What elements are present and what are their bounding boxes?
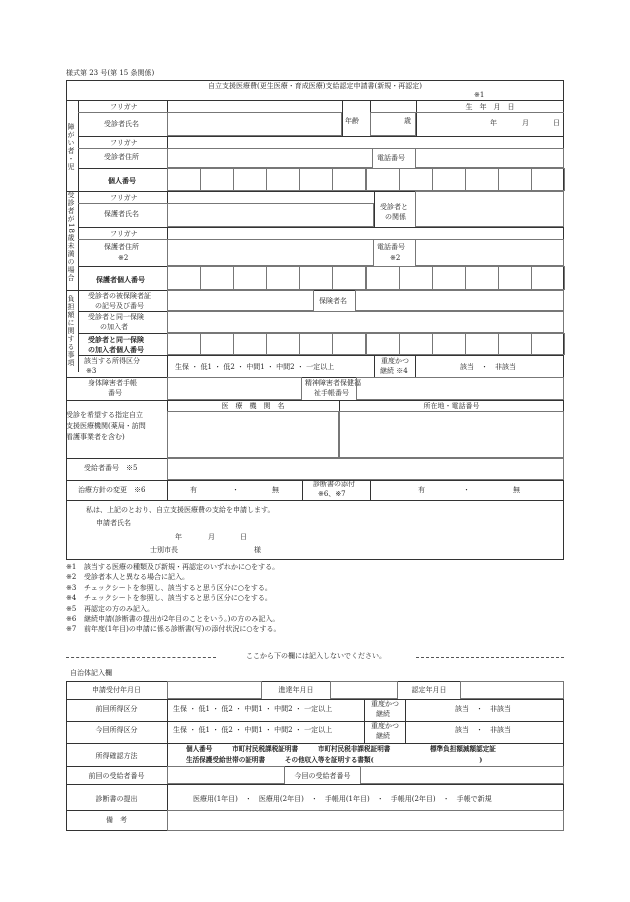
diagnosis-submit-options[interactable]: 医療用(1年目) ・ 医療用(2年目) ・ 手帳用(1年目) ・ 手帳用(2年目) ・ 手帳で新規 [193,795,492,803]
note-item [66,585,272,592]
approved-date-field[interactable] [460,681,564,699]
age-unit: 歳 [404,117,411,125]
id-digit-cell[interactable] [498,168,532,191]
physical-handbook-field[interactable] [167,377,302,400]
id-digit-cell[interactable] [200,333,234,355]
medical-label-3: 看護事業者を含む) [66,433,125,441]
remarks-field[interactable] [167,810,564,831]
id-digit-cell[interactable] [366,168,400,191]
address-furigana-label: フリガナ [110,139,138,147]
note-mark: ※4 [66,594,77,603]
declaration-year: 年 [175,533,182,541]
mayor-label: 士別市長 [150,546,178,554]
id-digit-cell[interactable] [366,266,400,290]
curr-severe-options[interactable]: 該当 ・ 非該当 [455,726,511,734]
approved-date-label: 認定年月日 [411,686,447,694]
id-digit-cell[interactable] [332,266,366,290]
confirm-methods-line-1[interactable]: 個人番号 市町村民税課税証明書 市町村民税非課税証明書 標準負担額減額認定証 [186,745,496,753]
guardian-address-label: 保護者住所 [104,243,139,251]
insurance-label-2: の記号及び番号 [95,302,144,310]
id-digit-cell[interactable] [233,266,267,290]
insurer-name-field[interactable] [355,290,564,311]
birth-day: 日 [553,119,560,127]
id-digit-cell[interactable] [299,333,333,355]
diagnosis-submit-label: 診断書の提出 [95,795,138,803]
prev-income-label: 前回所得区分 [95,705,138,713]
id-digit-cell[interactable] [498,333,532,355]
reached-date-label: 進達年月日 [278,686,314,694]
age-label: 年齢 [345,117,359,125]
income-label-1: 該当する所得区分 [84,357,140,365]
note-text: 該当する医療の種類及び新規・再認定のいずれかに○をする。 [84,563,280,571]
relation-label-1: 受診者と [380,203,408,211]
same-id-label-2: の加入者個人番号 [88,345,144,354]
id-digit-cell[interactable] [167,333,201,355]
id-digit-cell[interactable] [233,168,267,191]
same-insurance-label-1: 受診者と同一保険 [88,313,144,321]
id-digit-cell[interactable] [531,168,565,191]
policy-dot: ・ [232,486,239,494]
policy-no[interactable]: 無 [272,486,279,494]
note-item [66,595,272,602]
medical-name-field[interactable] [167,411,339,458]
note-text: 継続申請(診断書の提出が2年目のことをいう。)の方のみ記入。 [84,615,280,623]
guardian-id-label: 保護者個人番号 [96,275,145,284]
id-digit-cell[interactable] [266,266,300,290]
diagnosis-no[interactable]: 無 [513,486,520,494]
note-text: 再認定の方のみ記入。 [84,604,154,613]
guardian-side-label: 受診者が18歳未満の場合 [67,191,75,282]
mental-handbook-field[interactable] [356,377,564,400]
note-mark: ※3 [66,583,77,592]
curr-recipient-label: 今回の受給者番号 [294,772,351,780]
diagnosis-yes[interactable]: 有 [418,486,425,494]
id-digit-cell[interactable] [531,266,565,290]
note-mark: ※2 [66,573,77,582]
id-digit-cell[interactable] [399,266,433,290]
severe-label-2: 継続 ※4 [380,367,408,375]
same-insurance-field[interactable] [167,311,564,333]
recipient-number-field[interactable] [167,458,564,480]
guardian-address-furigana: フリガナ [110,230,138,238]
income-options[interactable]: 生保 ・ 低1 ・ 低2 ・ 中間1 ・ 中間2 ・ 一定以上 [175,363,335,371]
note-text: 受診者本人と異なる場合に記入。 [84,573,189,582]
note-mark: ※5 [66,604,77,613]
patient-phone-field[interactable] [415,148,564,168]
id-digit-cell[interactable] [332,168,366,191]
note-text: チェックシートを参照し、該当すると思う区分に○をする。 [84,583,272,592]
note-mark: ※6 [66,615,77,623]
id-digit-cell[interactable] [332,333,366,355]
id-digit-cell[interactable] [399,168,433,191]
declaration-day: 日 [240,533,247,541]
patient-furigana-label: フリガナ [110,103,138,111]
curr-income-label: 今回所得区分 [95,726,138,734]
diagnosis-attach-label-2: ※6、※7 [318,490,346,498]
burden-side-label: 負担額に関する事項 [67,295,75,367]
id-digit-cell[interactable] [200,266,234,290]
guardian-phone-note: ※2 [390,254,401,262]
guardian-name-label: 保護者氏名 [104,210,139,218]
form-number: 様式第 23 号(第 15 条関係) [66,69,155,77]
id-digit-cell[interactable] [432,266,466,290]
guardian-id-field[interactable] [167,266,564,290]
patient-name-field[interactable] [167,112,342,136]
guardian-name-field[interactable] [167,203,374,227]
relation-label-2: の関係 [385,213,406,221]
insurer-label: 保険者名 [319,297,347,305]
id-digit-cell[interactable] [200,168,234,191]
medical-name-header: 医 療 機 関 名 [221,402,285,410]
medical-address-header: 所在地・電話番号 [423,402,480,410]
curr-income-options[interactable]: 生保 ・ 低1 ・ 低2 ・ 中間1 ・ 中間2 ・ 一定以上 [173,726,333,734]
id-digit-cell[interactable] [432,168,466,191]
guardian-phone-label: 電話番号 [377,243,405,251]
severe-label-1: 重度かつ [381,357,409,365]
note-text: 前年度(1年目)の申請に係る診断書(写)の添付状況に○をする。 [84,625,281,634]
note-item [66,574,189,581]
curr-recipient-field[interactable] [360,766,564,784]
guardian-address-field[interactable] [167,239,374,266]
confirm-method-label: 所得確認方法 [95,752,138,760]
note-text: チェックシートを参照し、該当すると思う区分に○をする。 [84,594,272,603]
guardian-phone-field[interactable] [415,239,564,266]
policy-change-label: 治療方針の変更 ※6 [78,486,146,494]
curr-severe-label-2: 継続 [376,732,390,740]
mental-handbook-label-1: 精神障害者保健福 [305,379,361,387]
id-digit-cell[interactable] [266,333,300,355]
same-id-field[interactable] [167,333,564,355]
birth-month: 月 [522,119,529,127]
declaration-text: 私は、上記のとおり、自立支援医療費の支給を申請します。 [86,506,275,514]
note-item [66,606,154,613]
patient-id-field[interactable] [167,168,564,191]
remarks-label: 備 考 [106,816,127,824]
office-section-title: 自治体記入欄 [70,669,112,677]
patient-phone-label: 電話番号 [377,154,405,162]
physical-handbook-label-1: 身体障害者手帳 [88,379,137,387]
note-item [66,616,279,623]
id-digit-cell[interactable] [233,333,267,355]
note-item [66,564,279,571]
curr-severe-label-1: 重度かつ [371,722,399,730]
prev-recipient-field[interactable] [167,766,285,784]
id-digit-cell[interactable] [366,333,400,355]
prev-severe-label-2: 継続 [376,710,390,718]
note-mark: ※1 [66,563,77,571]
mental-handbook-label-2: 祉手帳番号 [314,389,349,397]
medical-label-2: 支援医療機関(薬局・訪問 [66,422,146,430]
note-mark: ※7 [66,625,77,634]
medical-label-1: 受診を希望する指定自立 [66,411,143,419]
birth-year: 年 [490,119,497,127]
id-digit-cell[interactable] [299,266,333,290]
id-digit-cell[interactable] [498,266,532,290]
patient-id-label: 個人番号 [108,176,136,185]
insurance-label-1: 受診者の被保険者証 [88,292,151,300]
insurance-number-field[interactable] [167,290,314,311]
diagnosis-attach-label-1: 診断書の添付 [313,480,355,488]
id-digit-cell[interactable] [465,333,499,355]
received-date-label: 申請受付年月日 [92,686,141,694]
patient-address-label: 受診者住所 [104,153,139,161]
divider-text: ここから下の欄には記入しないでください。 [246,652,386,660]
id-digit-cell[interactable] [432,333,466,355]
form-title: 自立支援医療費(更生医療・育成医療)支給認定申請書(新規・再認定) [208,82,422,90]
policy-yes[interactable]: 有 [190,486,197,494]
mayor-sama: 様 [254,546,261,554]
applicant-name-label: 申請者氏名 [96,519,131,527]
note-mark-1: ※1 [474,91,485,99]
guardian-furigana-label: フリガナ [110,194,138,202]
id-digit-cell[interactable] [167,266,201,290]
relation-field[interactable] [415,191,564,227]
birthdate-label: 生 年 月 日 [465,103,515,111]
patient-name-label: 受診者氏名 [104,120,139,128]
id-digit-cell[interactable] [465,266,499,290]
id-digit-cell[interactable] [167,168,201,191]
medical-address-field[interactable] [339,411,564,458]
guardian-address-note: ※2 [118,254,129,262]
declaration-month: 月 [208,533,215,541]
id-digit-cell[interactable] [266,168,300,191]
income-label-2: ※3 [86,367,97,375]
recipient-number-label: 受給者番号 ※5 [84,464,138,472]
prev-income-options[interactable]: 生保 ・ 低1 ・ 低2 ・ 中間1 ・ 中間2 ・ 一定以上 [173,705,333,713]
reached-date-field[interactable] [330,681,398,699]
diagnosis-dot: ・ [463,486,470,494]
physical-handbook-label-2: 番号 [108,389,122,397]
received-date-field[interactable] [167,681,262,699]
patient-address-field[interactable] [167,148,373,168]
note-item [66,626,281,633]
id-digit-cell[interactable] [299,168,333,191]
prev-severe-options[interactable]: 該当 ・ 非該当 [455,705,511,713]
prev-recipient-label: 前回の受給者番号 [88,772,145,780]
same-insurance-label-2: の加入者 [100,323,128,331]
patient-side-label: 障がい者・児 [67,123,75,171]
same-id-label-1: 受診者と同一保険 [88,335,144,344]
severe-options[interactable]: 該当 ・ 非該当 [460,363,516,371]
id-digit-cell[interactable] [465,168,499,191]
prev-severe-label-1: 重度かつ [371,700,399,708]
id-digit-cell[interactable] [531,333,565,355]
id-digit-cell[interactable] [399,333,433,355]
confirm-methods-line-2[interactable]: 生活保護受給世帯の証明書 その他収入等を証明する書類( ) [186,756,483,764]
